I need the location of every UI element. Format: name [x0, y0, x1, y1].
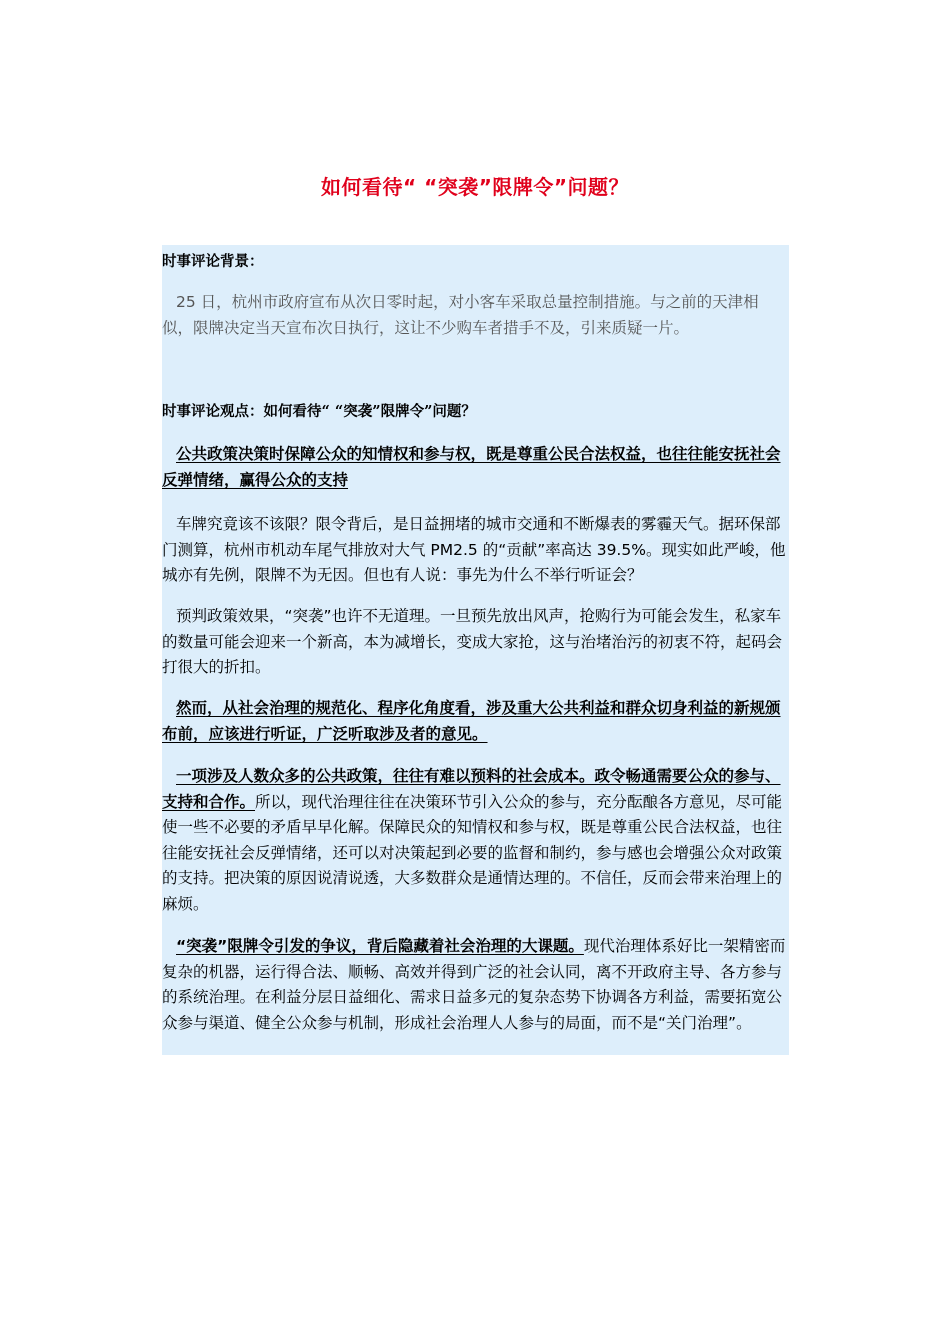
- background-label: 时事评论背景：: [162, 253, 264, 270]
- viewpoint-paragraph-5: [162, 764, 789, 917]
- body-text: 所以，现代治理往往在决策环节引入公众的参与，充分酝酿各方意见，尽可能使一些不必要的矛盾早早化解。保障民众的知情权和参与权，既是尊重公民合法权益，也往往能安抚社会反弹情绪，还可以对决策起到必要的监督和制约，参与感也会增强公众对政策的支持。把决策的原因说清说透，大多数群众是通情达理的。不信任，反而会带来治理上的麻烦。: [162, 792, 783, 913]
- emphasis-text: 然而，从社会治理的规范化、程序化角度看，涉及重大公共利益和群众切身利益的新规颁布前，应该进行听证，广泛听取涉及者的意见。: [162, 699, 781, 743]
- viewpoint-paragraph-4: [162, 696, 789, 747]
- body-text: 现代治理体系好比一架精密而复杂的机器，运行得合法、顺畅、高效并得到广泛的社会认同，离不开政府主导、各方参与的系统治理。在利益分层日益细化、需求日益多元的复杂态势下协调各方利益，需要拓宽公众参与渠道、健全公众参与机制，形成社会治理人人参与的局面，而不是“关门治理”。: [162, 937, 786, 1032]
- emphasis-text: 公共政策决策时保障公众的知情权和参与权，既是尊重公民合法权益，也往往能安抚社会反弹情绪，赢得公众的支持: [162, 445, 781, 489]
- viewpoint-paragraph-6: [162, 934, 789, 1036]
- background-text: 25 日，杭州市政府宣布从次日零时起，对小客车采取总量控制措施。与之前的天津相似，限牌决定当天宣布次日执行，这让不少购车者措手不及，引来质疑一片。: [162, 293, 759, 337]
- viewpoint-paragraph-1: [162, 442, 789, 493]
- page-title: 如何看待“ “突袭”限牌令”问题？: [320, 175, 630, 199]
- emphasis-text: “突袭”限牌令引发的争议，背后隐藏着社会治理的大课题。: [176, 937, 584, 955]
- viewpoint-label: 时事评论观点：如何看待“ “突袭”限牌令”问题？: [162, 403, 476, 420]
- emphasis-text: 一项涉及人数众多的公共政策，往往有难以预料的社会成本。政令畅通需要公众的参与、支持和合作。: [162, 767, 781, 811]
- viewpoint-paragraph-3: 预判政策效果，“突袭”也许不无道理。一旦预先放出风声，抢购行为可能会发生，私家车的数量可能会迎来一个新高，本为减增长，变成大家抢，这与治堵治污的初衷不符，起码会打很大的折扣。: [162, 607, 783, 676]
- viewpoint-paragraph-2: 车牌究竟该不该限？限令背后，是日益拥堵的城市交通和不断爆表的雾霾天气。据环保部门测算，杭州市机动车尾气排放对大气 PM2.5 的“贡献”率高达 39.5%。现实如此严峻，他城亦有先例，限牌不为无因。但也有人说：事先为什么不举行听证会？: [162, 515, 786, 584]
